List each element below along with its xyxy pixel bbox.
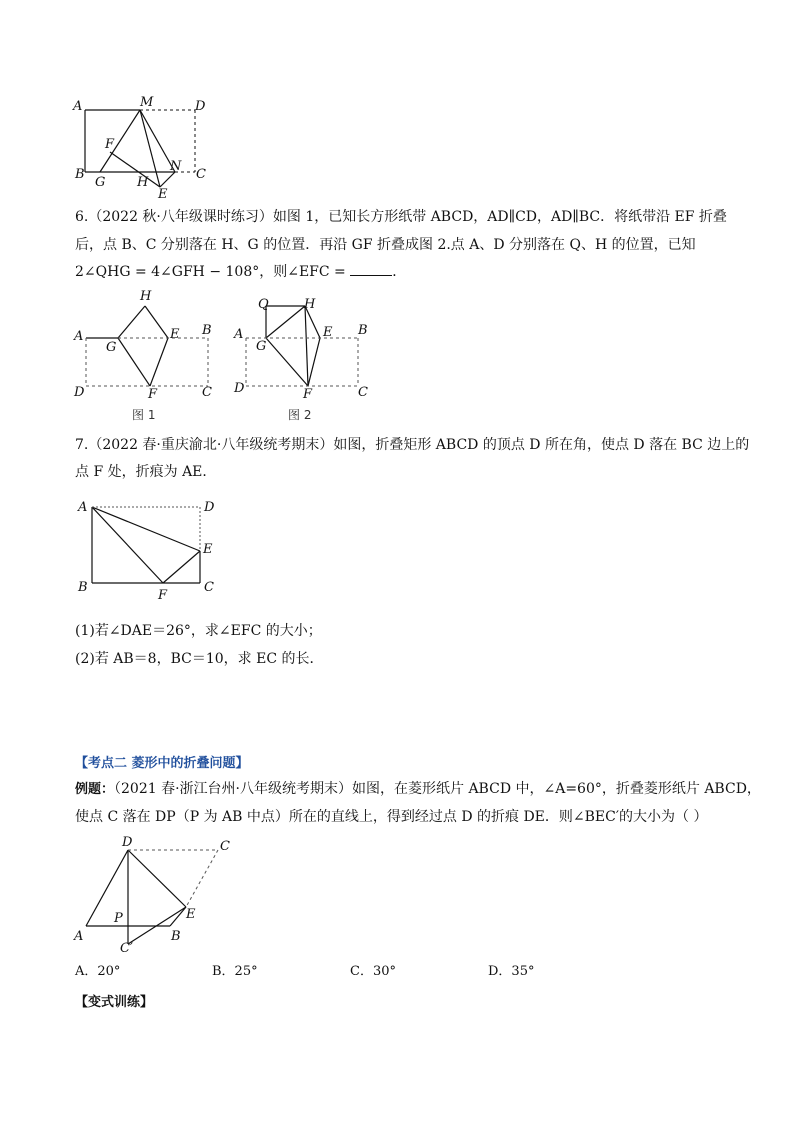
svg-text:D: D (74, 385, 85, 400)
q7-line1: 7.（2022 春·重庆渝北·八年级统考期末）如图，折叠矩形 ABCD 的顶点 D 所在角，使点 D 落在 BC 边上的 (75, 437, 750, 453)
svg-text:E: E (323, 325, 333, 340)
svg-text:C: C (358, 385, 368, 400)
q6-line2: 后，点 B、C 分别落在 H、G 的位置．再沿 GF 折叠成图 2.点 A、D 分别落在 Q、H 的位置，已知 (75, 237, 696, 253)
rhombus-figure (68, 832, 238, 952)
section-header: 【考点二 菱形中的折叠问题】 (75, 756, 249, 771)
q7-figure (70, 495, 230, 605)
q6-condition: 2∠QHG = 4∠GFH − 108°，则∠EFC = (75, 264, 346, 280)
svg-text:C: C (220, 839, 230, 854)
svg-text:P: P (114, 911, 123, 926)
svg-text:F: F (303, 387, 313, 402)
label-B: B (75, 167, 85, 182)
svg-text:H: H (140, 289, 152, 304)
svg-text:F: F (148, 387, 158, 402)
q7-sub2: (2)若 AB＝8，BC＝10，求 EC 的长． (75, 651, 324, 667)
example-line1 (75, 780, 761, 799)
svg-text:B: B (358, 323, 368, 338)
option-b: B．25° (212, 964, 258, 979)
svg-text:E: E (203, 542, 213, 557)
label-G: G (95, 175, 106, 190)
q6-line3 (75, 263, 406, 281)
option-d: D．35° (488, 964, 535, 979)
example-label: 例题： (75, 782, 115, 797)
svg-text:F: F (158, 588, 168, 603)
variant-header: 【变式训练】 (75, 995, 154, 1010)
example-line2: 使点 C 落在 DP（P 为 AB 中点）所在的直线上，得到经过点 D 的折痕 DE．则∠BEC′的大小为（ ） (75, 809, 708, 825)
svg-text:E: E (170, 327, 180, 342)
label-F: F (105, 137, 115, 152)
svg-text:C′: C′ (120, 941, 133, 952)
svg-text:A: A (74, 929, 84, 944)
top-figure (70, 92, 220, 202)
label-M: M (140, 95, 154, 110)
svg-text:C: C (202, 385, 212, 400)
example-text1: （2021 春·浙江台州·八年级统考期末）如图，在菱形纸片 ABCD 中，∠A=60°，折叠菱形纸片 ABCD， (114, 781, 761, 797)
svg-text:A: A (234, 327, 244, 342)
svg-text:D: D (122, 835, 133, 850)
svg-text:D: D (234, 381, 245, 396)
figure-2 (228, 286, 378, 421)
label-C: C (196, 167, 206, 182)
svg-text:A: A (74, 329, 84, 344)
svg-text:G: G (106, 340, 117, 355)
q7-sub1: (1)若∠DAE＝26°，求∠EFC 的大小； (75, 623, 322, 639)
svg-text:B: B (202, 323, 212, 338)
svg-text:B: B (78, 580, 88, 595)
option-a: A．20° (75, 964, 121, 979)
option-c: C．30° (350, 964, 396, 979)
answer-blank (350, 263, 392, 276)
label-N: N (170, 159, 182, 174)
label-H: H (137, 175, 149, 190)
q7-line2: 点 F 处，折痕为 AE． (75, 464, 217, 480)
svg-text:D: D (204, 500, 215, 515)
svg-text:B: B (171, 929, 181, 944)
svg-text:E: E (186, 907, 196, 922)
label-A: A (73, 99, 83, 114)
svg-text:C: C (204, 580, 214, 595)
svg-text:A: A (78, 500, 88, 515)
svg-text:Q: Q (258, 297, 269, 312)
label-D: D (195, 99, 206, 114)
figure-1-caption: 图 1 (132, 408, 156, 421)
svg-text:H: H (304, 297, 316, 312)
figure-1 (68, 286, 228, 421)
q6-line1: 6.（2022 秋·八年级课时练习）如图 1，已知长方形纸带 ABCD，AD∥CD，AD∥BC．将纸带沿 EF 折叠 (75, 209, 727, 225)
q6-end: ． (392, 264, 407, 280)
label-E: E (158, 187, 168, 202)
figure-2-caption: 图 2 (288, 408, 312, 421)
svg-text:G: G (256, 339, 267, 354)
